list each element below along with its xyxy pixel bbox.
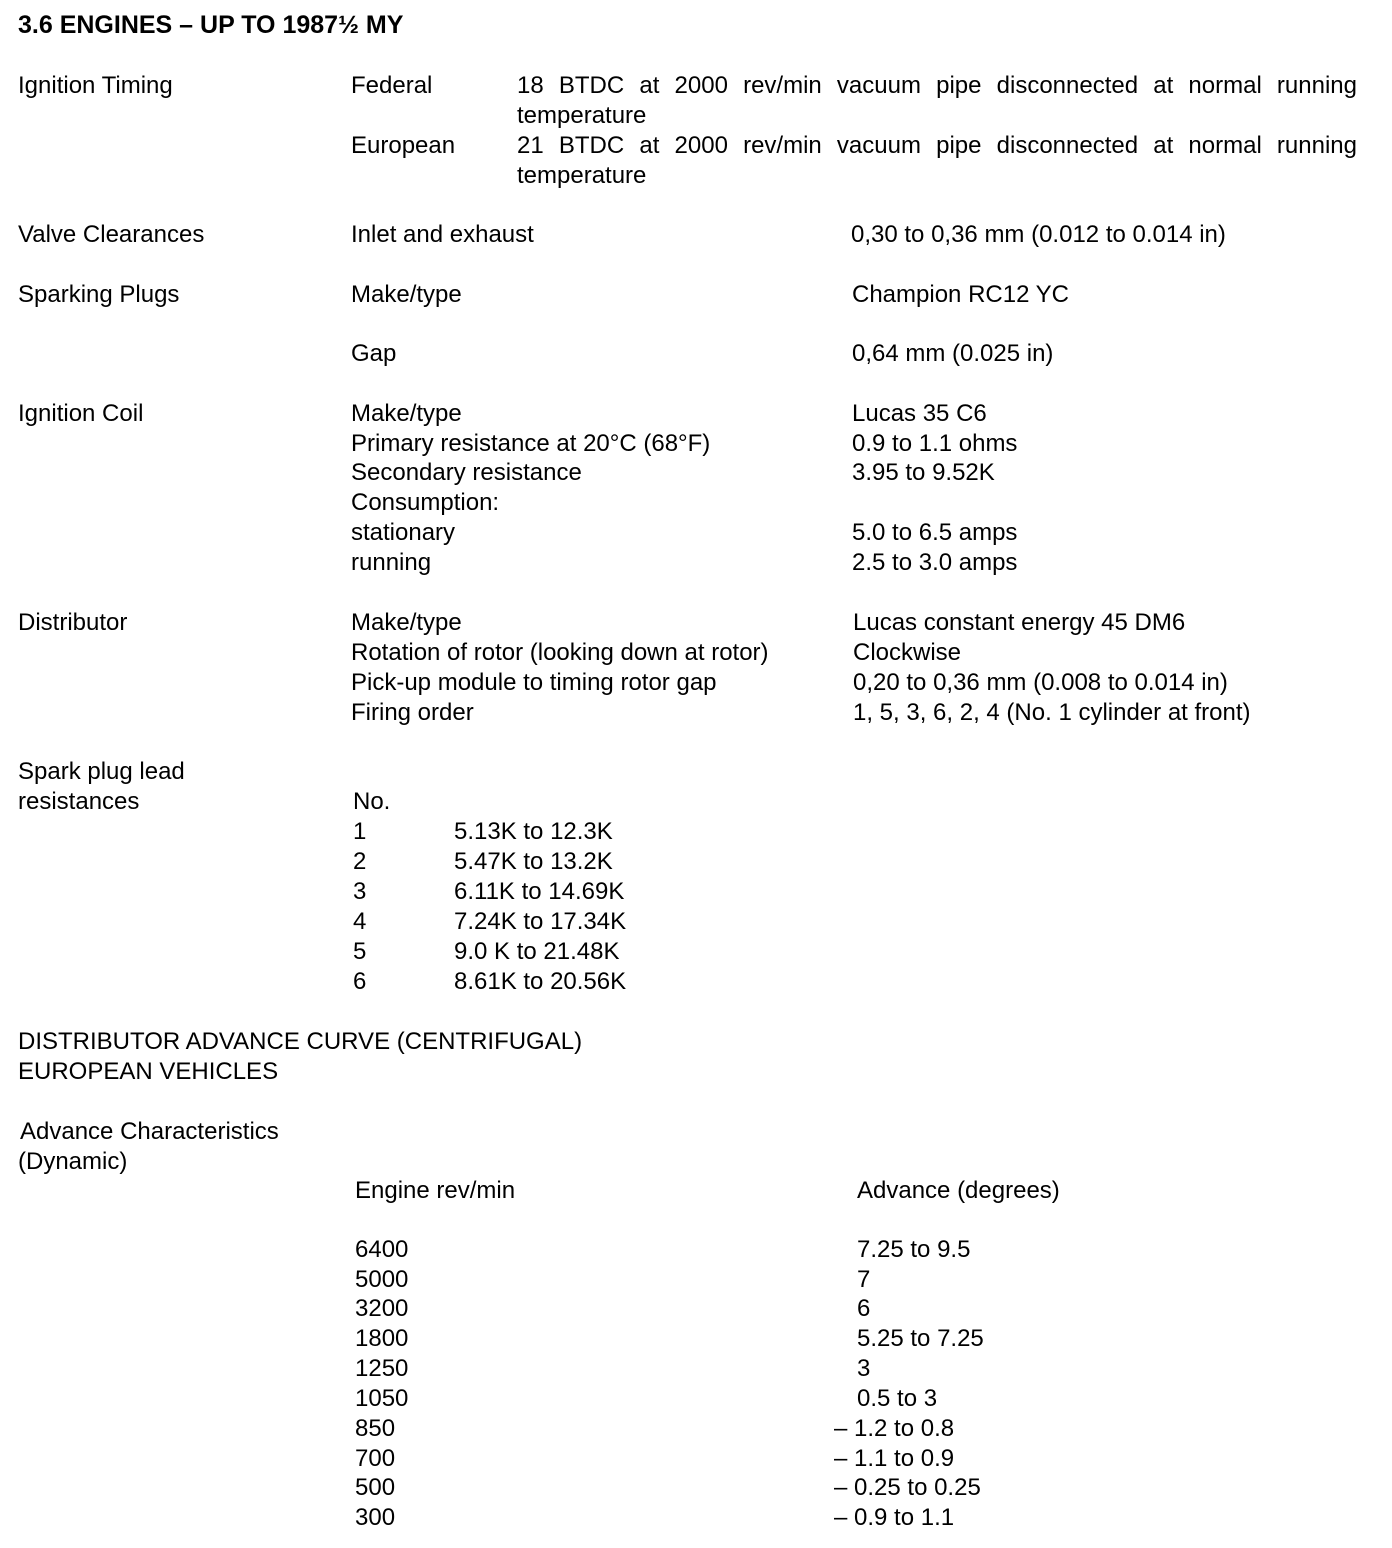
advance-characteristics-label: Advance Characteristics (20, 1118, 279, 1145)
advance-value: – 0.9 to 1.1 (834, 1504, 955, 1531)
distributor-item: Firing order (351, 699, 474, 726)
sparking-plugs-value: 0,64 mm (0.025 in) (852, 340, 1054, 367)
advance-value: 3 (857, 1355, 871, 1382)
ignition-coil-item: Consumption: (351, 489, 500, 516)
distributor-value: 1, 5, 3, 6, 2, 4 (No. 1 cylinder at front) (853, 699, 1251, 726)
sparking-plugs-value: Champion RC12 YC (852, 281, 1069, 308)
distributor-item: Pick-up module to timing rotor gap (351, 669, 717, 696)
spark-lead-no: 3 (353, 878, 367, 905)
advance-rpm: 5000 (355, 1266, 409, 1293)
spark-lead-no: 5 (353, 938, 367, 965)
ignition-coil-value: 0.9 to 1.1 ohms (852, 430, 1018, 457)
advance-rpm: 500 (355, 1474, 396, 1501)
valve-clearances-label: Valve Clearances (18, 221, 205, 248)
spark-lead-value: 5.47K to 13.2K (454, 848, 613, 875)
advance-rpm: 1250 (355, 1355, 409, 1382)
advance-rpm: 1050 (355, 1385, 409, 1412)
spark-lead-no: 1 (353, 818, 367, 845)
distributor-value: 0,20 to 0,36 mm (0.008 to 0.014 in) (853, 669, 1228, 696)
ignition-coil-item: Make/type (351, 400, 462, 427)
advance-value: – 1.1 to 0.9 (834, 1445, 955, 1472)
distributor-value: Lucas constant energy 45 DM6 (853, 609, 1186, 636)
spark-lead-value: 5.13K to 12.3K (454, 818, 613, 845)
advance-rpm: 6400 (355, 1236, 409, 1263)
ignition-coil-value: 2.5 to 3.0 amps (852, 549, 1018, 576)
column-header-rpm: Engine rev/min (355, 1177, 516, 1204)
advance-rpm: 700 (355, 1445, 396, 1472)
spark-lead-value: 6.11K to 14.69K (454, 878, 625, 905)
spark-lead-no: 4 (353, 908, 367, 935)
advance-rpm: 3200 (355, 1295, 409, 1322)
ignition-coil-value: Lucas 35 C6 (852, 400, 987, 427)
advance-curve-heading: EUROPEAN VEHICLES (18, 1058, 279, 1085)
spark-lead-value: 8.61K to 20.56K (454, 968, 627, 995)
ignition-coil-label: Ignition Coil (18, 400, 144, 427)
federal-label: Federal (351, 72, 433, 99)
spark-lead-value: 7.24K to 17.34K (454, 908, 627, 935)
sparking-plugs-label: Sparking Plugs (18, 281, 180, 308)
valve-clearances-item: Inlet and exhaust (351, 221, 534, 248)
spark-lead-label: Spark plug lead (18, 758, 185, 785)
advance-rpm: 300 (355, 1504, 396, 1531)
spark-lead-no: 2 (353, 848, 367, 875)
advance-value: – 0.25 to 0.25 (834, 1474, 981, 1501)
spark-lead-no-header: No. (353, 788, 391, 815)
advance-value: 0.5 to 3 (857, 1385, 938, 1412)
distributor-item: Make/type (351, 609, 462, 636)
european-label: European (351, 132, 456, 159)
ignition-coil-value: 3.95 to 9.52K (852, 459, 995, 486)
ignition-coil-item: Secondary resistance (351, 459, 582, 486)
european-text: 21 BTDC at 2000 rev/min vacuum pipe disconnected at normal running temperature (517, 132, 1357, 189)
advance-value: – 1.2 to 0.8 (834, 1415, 955, 1442)
valve-clearances-value: 0,30 to 0,36 mm (0.012 to 0.014 in) (851, 221, 1226, 248)
distributor-item: Rotation of rotor (looking down at rotor) (351, 639, 769, 666)
advance-value: 7 (857, 1266, 871, 1293)
ignition-timing-label: Ignition Timing (18, 72, 173, 99)
spark-lead-label: resistances (18, 788, 140, 815)
sparking-plugs-item: Gap (351, 340, 397, 367)
column-header-advance: Advance (degrees) (857, 1177, 1060, 1204)
distributor-label: Distributor (18, 609, 128, 636)
distributor-value: Clockwise (853, 639, 962, 666)
spark-lead-no: 6 (353, 968, 367, 995)
ignition-coil-item: stationary (351, 519, 456, 546)
spark-lead-value: 9.0 K to 21.48K (454, 938, 620, 965)
ignition-coil-item: running (351, 549, 432, 576)
advance-value: 6 (857, 1295, 871, 1322)
ignition-coil-value: 5.0 to 6.5 amps (852, 519, 1018, 546)
advance-rpm: 1800 (355, 1325, 409, 1352)
page-title: 3.6 ENGINES – UP TO 1987½ MY (18, 11, 404, 39)
advance-characteristics-label: (Dynamic) (18, 1148, 128, 1175)
sparking-plugs-item: Make/type (351, 281, 462, 308)
advance-value: 7.25 to 9.5 (857, 1236, 971, 1263)
advance-rpm: 850 (355, 1415, 396, 1442)
advance-curve-heading: DISTRIBUTOR ADVANCE CURVE (CENTRIFUGAL) (18, 1028, 583, 1055)
advance-value: 5.25 to 7.25 (857, 1325, 984, 1352)
ignition-coil-item: Primary resistance at 20°C (68°F) (351, 430, 711, 457)
federal-text: 18 BTDC at 2000 rev/min vacuum pipe disconnected at normal running temperature (517, 72, 1357, 129)
